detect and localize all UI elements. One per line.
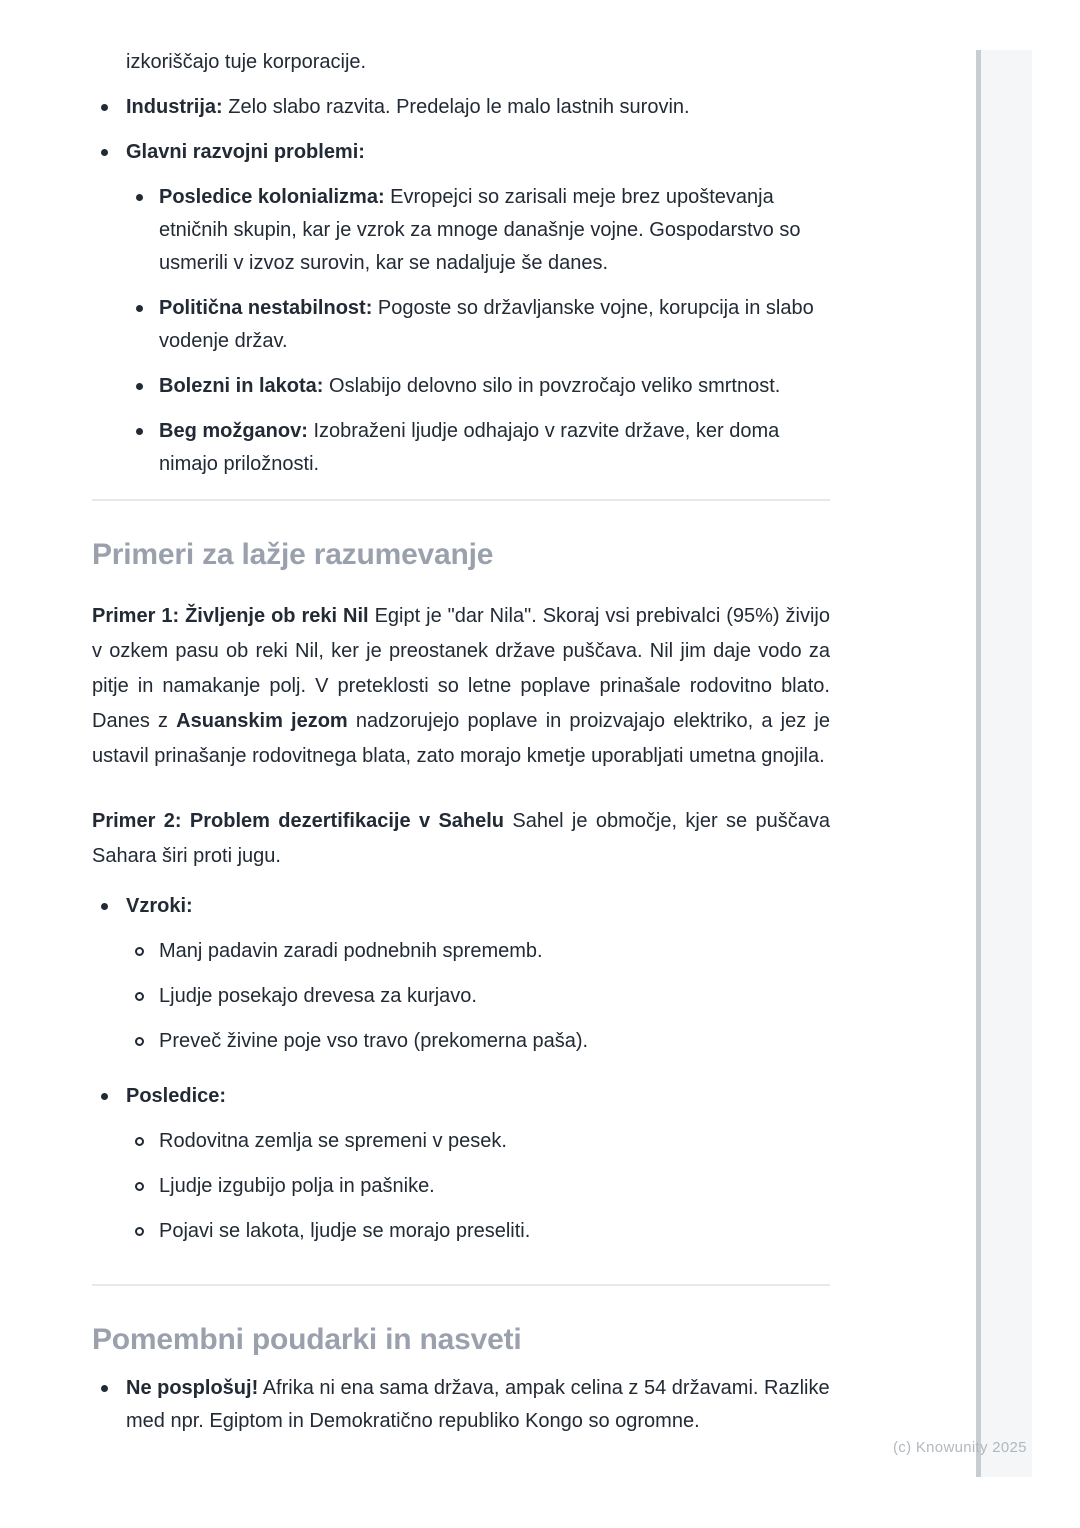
list-item-text: Zelo slabo razvita. Predelajo le malo lastnih surovin. — [222, 96, 690, 118]
list-item — [126, 1125, 830, 1158]
tips-section-heading: Pomembni poudarki in nasveti — [92, 1323, 522, 1356]
copyright-watermark: (c) Knowunity 2025 — [893, 1439, 1027, 1456]
list-item-bold: Ne posplošuj! — [126, 1377, 259, 1399]
notes-page-content — [92, 0, 830, 1438]
example-1-title: Primer 1: Življenje ob reki Nil — [92, 605, 369, 627]
bullet-continuation-text: izkoriščajo tuje korporacije. — [126, 51, 367, 73]
next-page-edge-strip — [976, 50, 1032, 1477]
list-item-bold: Industrija: — [126, 96, 223, 118]
example-2-text: Sahel je območje, kjer se puščava Sahara širi proti jugu. — [92, 810, 830, 867]
list-item — [126, 935, 830, 968]
list-item-text: Ljudje posekajo drevesa za kurjavo. — [159, 985, 477, 1007]
list-item-text: Pogoste so državljanske vojne, korupcija in slabo vodenje držav. — [159, 297, 814, 352]
example-2-paragraph — [92, 804, 830, 874]
list-item — [126, 370, 830, 403]
example-1-paragraph — [92, 599, 830, 774]
intro-list — [92, 91, 830, 481]
consequences-sublist — [126, 1125, 830, 1248]
list-item-bold: Glavni razvojni problemi: — [126, 141, 365, 163]
section-divider — [92, 1284, 830, 1286]
tips-list — [92, 1372, 830, 1438]
list-item — [92, 1372, 830, 1438]
list-item-bold: Posledice kolonializma: — [159, 186, 385, 208]
aswan-dam-bold: Asuanskim jezom — [176, 710, 348, 732]
list-item-text: Afrika ni ena sama država, ampak celina z 54 državami. Razlike med npr. Egiptom in Demokratično republiko Kongo so ogromne. — [126, 1377, 830, 1432]
list-item — [126, 980, 830, 1013]
list-item-bold: Bolezni in lakota: — [159, 375, 324, 397]
causes-sublist — [126, 935, 830, 1058]
causes-item — [92, 890, 830, 1058]
list-item — [92, 91, 830, 124]
list-item — [126, 1215, 830, 1248]
list-item — [126, 415, 830, 481]
causes-label: Vzroki: — [126, 895, 193, 917]
list-item — [126, 181, 830, 280]
consequences-item — [92, 1080, 830, 1248]
list-item-text: Manj padavin zaradi podnebnih sprememb. — [159, 940, 543, 962]
list-item-text: Oslabijo delovno silo in povzročajo veliko smrtnost. — [323, 375, 781, 397]
example-1-text: Egipt je "dar Nila". Skoraj vsi prebivalci (95%) živijo v ozkem pasu ob reki Nil, ker je preostanek države puščava. Nil jim daje vodo za pitje in namakanje polj. V preteklosti so letne poplave prinašale rodovitno blato. Danes z — [92, 605, 831, 732]
example-2-title: Primer 2: Problem dezertifikacije v Sahelu — [92, 810, 505, 832]
consequences-label: Posledice: — [126, 1085, 227, 1107]
example-1-text-end: nadzorujejo poplave in proizvajajo elektriko, a jez je ustavil prinašanje rodovitnega blata, zato morajo kmetje uporabljati umetna gnojila. — [92, 710, 830, 767]
list-item-text: Preveč živine poje vso travo (prekomerna paša). — [159, 1030, 589, 1052]
list-item-bold: Politična nestabilnost: — [159, 297, 373, 319]
examples-section-heading: Primeri za lažje razumevanje — [92, 538, 494, 571]
list-item-text: Pojavi se lakota, ljudje se morajo preseliti. — [159, 1220, 531, 1242]
list-item — [126, 292, 830, 358]
list-item — [92, 136, 830, 481]
development-problems-list — [126, 181, 830, 481]
list-item-text: Evropejci so zarisali meje brez upoštevanja etničnih skupin, kar je vzrok za mnoge današnje vojne. Gospodarstvo so usmerili v izvoz surovin, kar se nadaljuje še danes. — [159, 186, 801, 274]
list-item-text: Izobraženi ljudje odhajajo v razvite države, ker doma nimajo priložnosti. — [159, 420, 780, 475]
list-item-bold: Beg možganov: — [159, 420, 308, 442]
section-divider — [92, 499, 830, 501]
list-item-text: Rodovitna zemlja se spremeni v pesek. — [159, 1130, 507, 1152]
list-item — [126, 1170, 830, 1203]
list-item — [126, 1025, 830, 1058]
sahel-list — [92, 890, 830, 1248]
list-item-text: Ljudje izgubijo polja in pašnike. — [159, 1175, 435, 1197]
